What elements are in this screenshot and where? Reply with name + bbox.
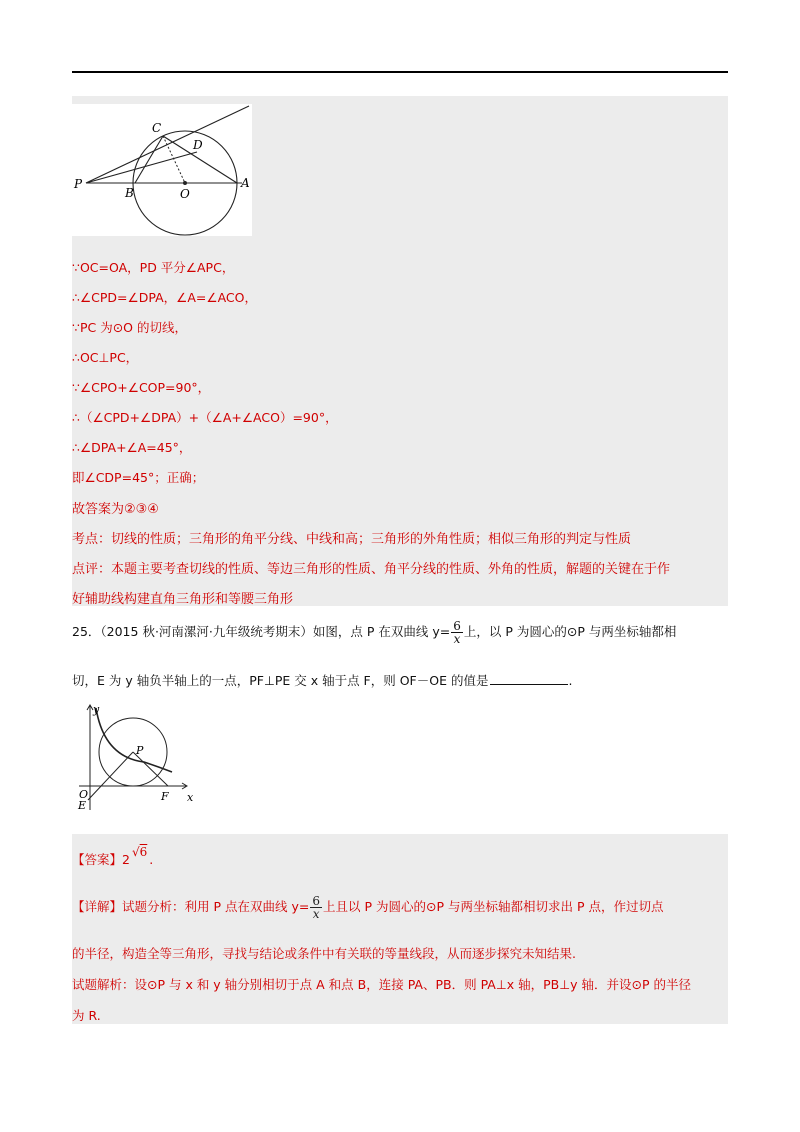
- question-25-line-2: 切，E 为 y 轴负半轴上的一点，PF⊥PE 交 x 轴于点 F，则 OF－OE 的值是 .: [72, 673, 573, 688]
- point-label-b: B: [125, 186, 134, 200]
- axis-label-y: y: [93, 703, 100, 716]
- point-label-o2: O: [79, 788, 89, 801]
- header-rule: [72, 71, 728, 73]
- axis-label-x: x: [187, 791, 194, 804]
- solution-line-8: 即∠CDP=45°；正确；: [72, 470, 205, 485]
- answer-blank: [490, 672, 568, 685]
- answer-radical: √6: [131, 845, 148, 859]
- question-25-text-end: 上，以 P 为圆心的⊙P 与两坐标轴都相: [463, 624, 677, 639]
- answer-summary: 故答案为②③④: [72, 502, 159, 517]
- answer-panel: [72, 834, 728, 1024]
- detail-line-3: 试题解析：设⊙P 与 x 和 y 轴分别相切于点 A 和点 B，连接 PA、PB．则 PA⊥x 轴，PB⊥y 轴．并设⊙P 的半径: [72, 977, 691, 992]
- geometry-figure-hyperbola: [74, 702, 200, 812]
- solution-line-3: ∵PC 为⊙O 的切线，: [72, 320, 187, 335]
- solution-line-5: ∵∠CPO+∠COP=90°，: [72, 380, 211, 395]
- solution-line-4: ∴OC⊥PC，: [72, 350, 139, 365]
- point-label-d: D: [193, 138, 203, 152]
- point-label-p2: P: [136, 744, 144, 757]
- answer-label: 【答案】: [72, 852, 123, 867]
- point-label-f: F: [161, 790, 169, 803]
- knowledge-points: 考点：切线的性质；三角形的角平分线、中线和高；三角形的外角性质；相似三角形的判定与性质: [72, 532, 632, 547]
- geometry-figure-circle: [72, 104, 252, 236]
- point-label-c: C: [152, 121, 162, 135]
- answer-line: 【答案】2 √6 .: [72, 845, 154, 867]
- fraction-6-over-x-detail: $\frac{6}{x}$: [312, 894, 320, 921]
- detail-line-2: 的半径，构造全等三角形，寻找与结论或条件中有关联的等量线段，从而逐步探究未知结果.: [72, 946, 576, 961]
- solution-line-7: ∴∠DPA+∠A=45°，: [72, 440, 192, 455]
- detail-label: 【详解】: [72, 899, 123, 914]
- point-label-e: E: [78, 799, 87, 812]
- comment-line-2: 好辅助线构建直角三角形和等腰三角形: [72, 592, 294, 607]
- solution-line-2: ∴∠CPD=∠DPA，∠A=∠ACO，: [72, 290, 257, 305]
- question-25-line-1: [72, 620, 676, 645]
- point-label-o: O: [180, 187, 190, 201]
- fraction-6-over-x: $\frac{6}{x}$: [453, 619, 461, 646]
- point-label-p: P: [74, 177, 83, 191]
- point-label-a: A: [241, 176, 250, 190]
- answer-coefficient: 2: [122, 852, 130, 867]
- solution-line-6: ∴（∠CPD+∠DPA）+（∠A+∠ACO）=90°，: [72, 410, 338, 425]
- detail-line-4: 为 R.: [72, 1008, 101, 1023]
- detail-line-1: 【详解】试题分析：利用 P 点在双曲线 y= $\frac{6}{x}$ 上且以 P 为圆心的⊙P 与两坐标轴都相切求出 P 点，作过切点: [72, 894, 664, 921]
- question-25-text-start: 25．（2015 秋·河南漯河·九年级统考期末）如图，点 P 在双曲线 y=: [72, 624, 451, 639]
- comment-line-1: 点评：本题主要考查切线的性质、等边三角形的性质、角平分线的性质、外角的性质，解题的关键在于作: [72, 562, 671, 577]
- solution-line-1: ∵OC=OA，PD 平分∠APC，: [72, 260, 235, 275]
